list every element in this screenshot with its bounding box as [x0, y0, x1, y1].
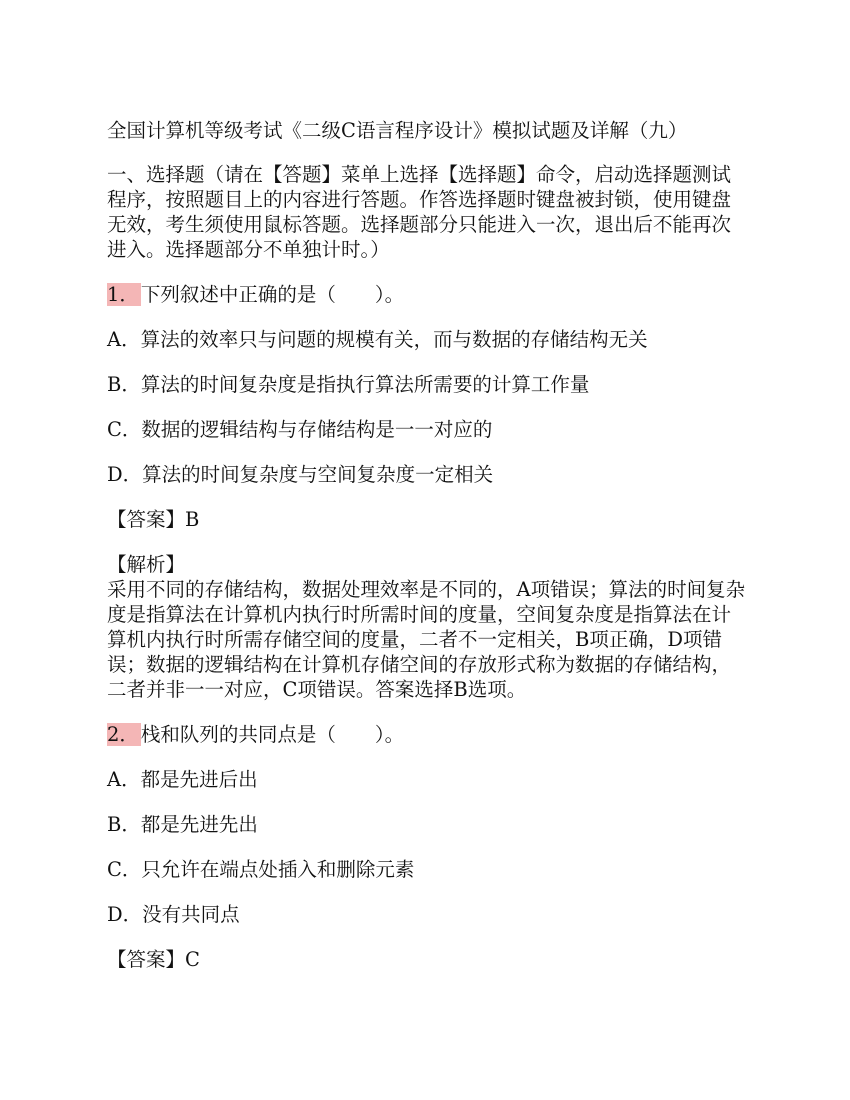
analysis-heading: 【解析】	[107, 553, 186, 576]
question-stem	[107, 722, 747, 747]
question-text: 栈和队列的共同点是（ ）。	[140, 723, 405, 746]
answer-label: 【答案】C	[107, 948, 200, 971]
document-page	[107, 118, 747, 992]
question-text: 下列叙述中正确的是（ ）。	[140, 283, 405, 306]
question-stem	[107, 282, 747, 307]
question-block	[107, 282, 747, 702]
option-d: D．算法的时间复杂度与空间复杂度一定相关	[107, 463, 494, 486]
option-c: C．只允许在端点处插入和删除元素	[107, 858, 415, 881]
option-b: B．算法的时间复杂度是指执行算法所需要的计算工作量	[107, 373, 590, 396]
document-title: 全国计算机等级考试《二级C语言程序设计》模拟试题及详解（九）	[107, 119, 688, 142]
question-number: 2．	[107, 723, 139, 746]
section-instructions: 一、选择题（请在【答题】菜单上选择【选择题】命令，启动选择题测试程序，按照题目上的内容进行答题。作答选择题时键盘被封锁，使用键盘无效，考生须使用鼠标答题。选择题部分只能进入一次，退出后不能再次进入。选择题部分不单独计时。）	[107, 163, 732, 261]
option-b: B．都是先进先出	[107, 813, 258, 836]
option-d: D．没有共同点	[107, 903, 240, 926]
analysis-text: 采用不同的存储结构，数据处理效率是不同的，A项错误；算法的时间复杂度是指算法在计算机内执行时所需时间的度量，空间复杂度是指算法在计算机内执行时所需存储空间的度量，二者不一定相关，B项正确，D项错误；数据的逻辑结构在计算机存储空间的存放形式称为数据的存储结构，二者并非一一对应，C项错误。答案选择B选项。	[107, 578, 746, 701]
option-a: A．都是先进后出	[107, 768, 258, 791]
question-block	[107, 722, 747, 972]
answer-label: 【答案】B	[107, 508, 200, 531]
option-a: A．算法的效率只与问题的规模有关，而与数据的存储结构无关	[107, 328, 648, 351]
option-c: C．数据的逻辑结构与存储结构是一一对应的	[107, 418, 493, 441]
question-number: 1．	[107, 283, 139, 306]
